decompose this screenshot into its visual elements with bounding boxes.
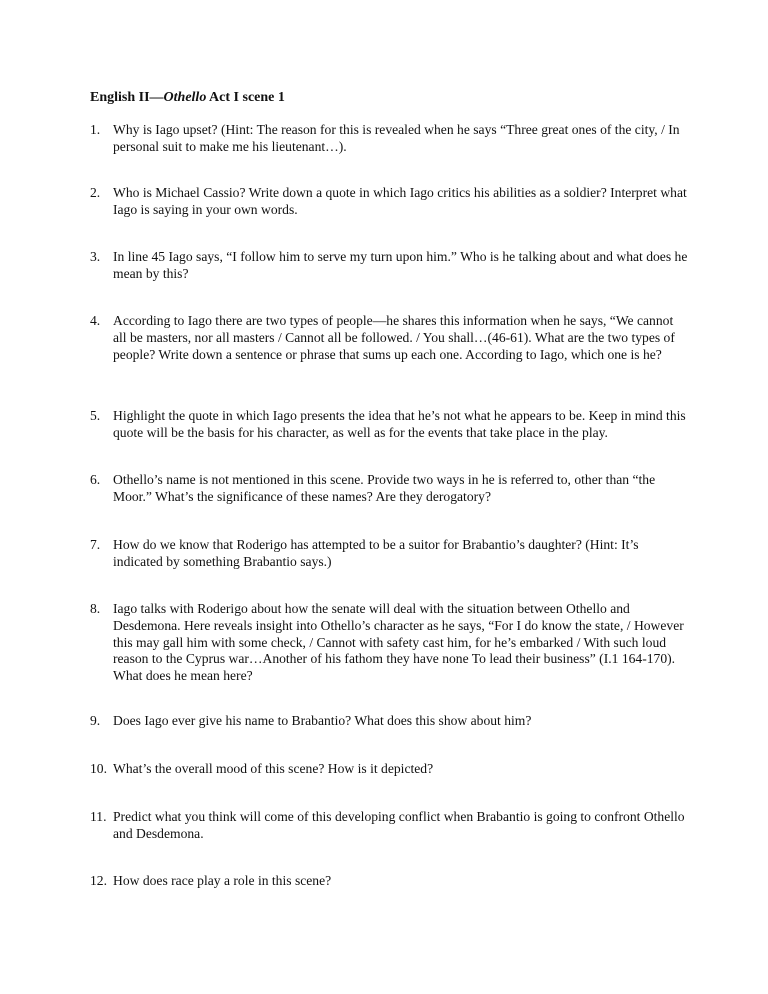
question-text: Why is Iago upset? (Hint: The reason for this is revealed when he says “Three great ones of the city, / In personal suit to make me his lieutenant…). xyxy=(113,122,680,154)
question-text: Iago talks with Roderigo about how the senate will deal with the situation between Othello and Desdemona. Here reveals insight into Othello’s character as he says, “For I do know the state, / However this may gall him with some check, / Cannot with safety cast him, for he’s embarked / With such loud reason to the Cyprus war…Another of his fathom they have none To lead their business” (I.1 164-170). What does he mean here? xyxy=(113,601,684,684)
question-text: How does race play a role in this scene? xyxy=(113,873,332,888)
title-suffix: Act I scene 1 xyxy=(206,90,285,105)
question-11 xyxy=(90,809,690,843)
question-7 xyxy=(90,537,690,571)
question-number: 1. xyxy=(90,122,101,137)
question-number: 7. xyxy=(90,537,101,552)
question-number: 9. xyxy=(90,713,101,728)
question-text: What’s the overall mood of this scene? How is it depicted? xyxy=(113,761,434,776)
title-prefix: English II— xyxy=(90,90,164,105)
question-number: 3. xyxy=(90,249,101,264)
page-title xyxy=(90,89,285,106)
question-text: Othello’s name is not mentioned in this scene. Provide two ways in he is referred to, other than “the Moor.” What’s the significance of these names? Are they derogatory? xyxy=(113,472,656,504)
question-number: 2. xyxy=(90,185,101,200)
question-text: In line 45 Iago says, “I follow him to serve my turn upon him.” Who is he talking about and what does he mean by this? xyxy=(113,249,688,281)
question-number: 8. xyxy=(90,601,101,616)
question-9 xyxy=(90,713,690,730)
question-text: Highlight the quote in which Iago presents the idea that he’s not what he appears to be. Keep in mind this quote will be the basis for his character, as well as for the events that take place in the play. xyxy=(113,408,686,440)
question-number: 11. xyxy=(90,809,107,824)
question-number: 4. xyxy=(90,313,101,328)
question-2 xyxy=(90,185,690,219)
question-4 xyxy=(90,313,690,363)
question-number: 10. xyxy=(90,761,107,776)
question-6 xyxy=(90,472,690,506)
question-10 xyxy=(90,761,690,778)
question-text: Predict what you think will come of this developing conflict when Brabantio is going to confront Othello and Desdemona. xyxy=(113,809,685,841)
question-text: Who is Michael Cassio? Write down a quote in which Iago critics his abilities as a soldier? Interpret what Iago is saying in your own words. xyxy=(113,185,687,217)
question-number: 6. xyxy=(90,472,101,487)
title-italic: Othello xyxy=(163,90,207,105)
question-12 xyxy=(90,873,690,890)
question-text: How do we know that Roderigo has attempted to be a suitor for Brabantio’s daughter? (Hint: It’s indicated by something Brabantio says.) xyxy=(113,537,639,569)
question-text: Does Iago ever give his name to Brabantio? What does this show about him? xyxy=(113,713,532,728)
question-number: 12. xyxy=(90,873,107,888)
question-number: 5. xyxy=(90,408,101,423)
question-5 xyxy=(90,408,690,442)
question-1 xyxy=(90,122,690,156)
question-text: According to Iago there are two types of people—he shares this information when he says, “We cannot all be masters, nor all masters / Cannot all be followed. / You shall…(46-61). What are the two types of people? Write down a sentence or phrase that sums up each one. According to Iago, which one is he? xyxy=(113,313,675,362)
question-8 xyxy=(90,601,690,685)
question-3 xyxy=(90,249,690,283)
